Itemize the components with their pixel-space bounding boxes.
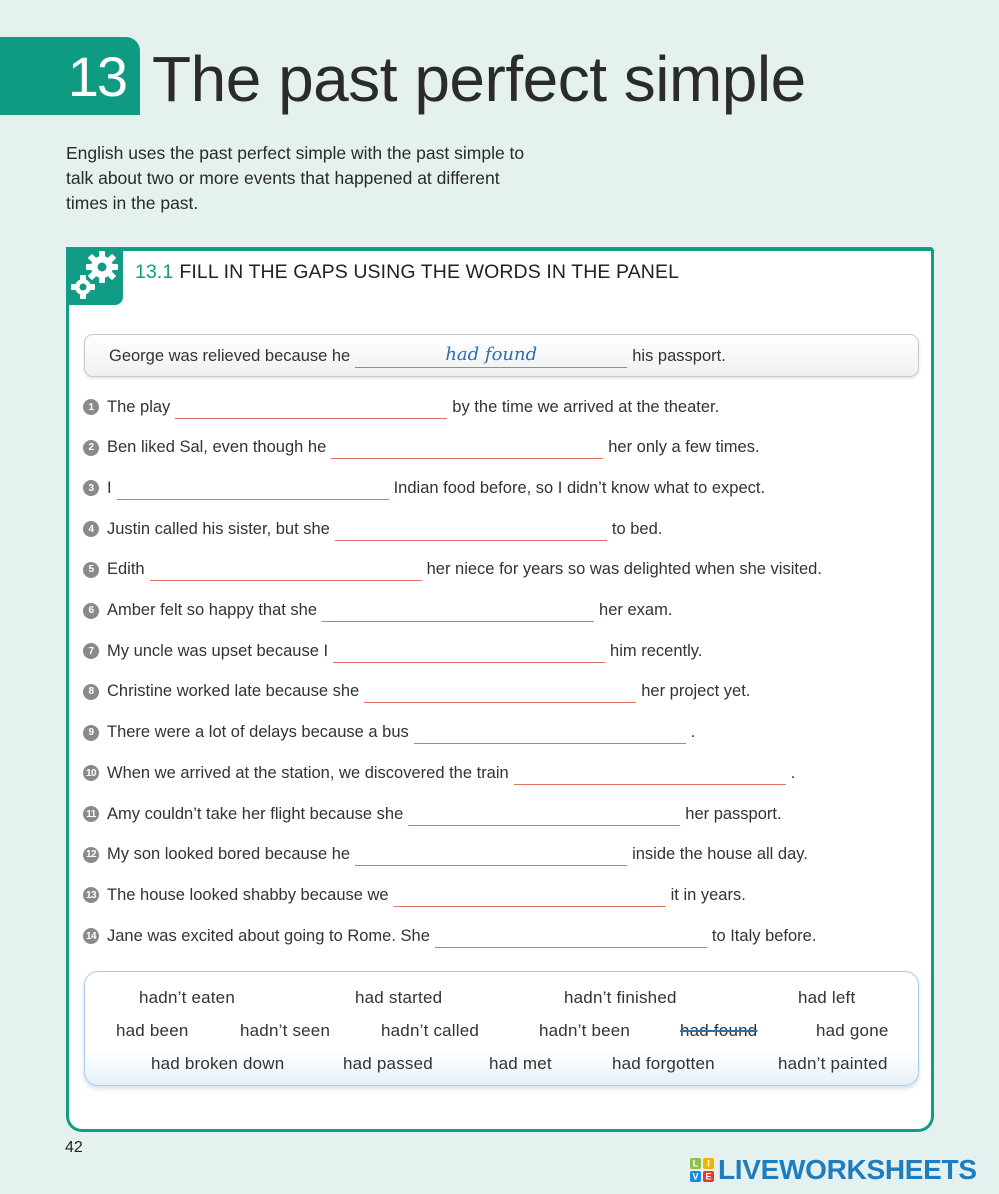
question-text-before: When we arrived at the station, we discovered the train bbox=[107, 763, 509, 782]
question-text-after: Indian food before, so I didn’t know what to expect. bbox=[393, 478, 766, 497]
question-text-after: her only a few times. bbox=[608, 438, 760, 457]
question-text-after: by the time we arrived at the theater. bbox=[452, 397, 720, 416]
word-option: had forgotten bbox=[612, 1054, 715, 1073]
question-row bbox=[83, 556, 822, 584]
gears-icon bbox=[66, 247, 123, 305]
word-option: had gone bbox=[816, 1021, 889, 1040]
question-text-after: him recently. bbox=[610, 641, 703, 660]
question-row bbox=[83, 678, 750, 706]
question-text-after: her niece for years so was delighted when she visited. bbox=[426, 560, 822, 579]
word-option: hadn’t called bbox=[381, 1021, 480, 1040]
example-sentence bbox=[84, 334, 919, 377]
question-text-before: Ben liked Sal, even though he bbox=[107, 438, 327, 457]
exercise-instructions: FILL IN THE GAPS USING THE WORDS IN THE PANEL bbox=[179, 261, 680, 283]
question-number-badge: 9 bbox=[83, 725, 99, 741]
brand-name: LIVEWORKSHEETS bbox=[718, 1154, 977, 1185]
question-text-after: . bbox=[790, 763, 796, 782]
word-option: had started bbox=[355, 988, 443, 1007]
question-number-badge: 11 bbox=[83, 806, 99, 822]
answer-gap[interactable] bbox=[408, 803, 680, 826]
answer-gap[interactable] bbox=[514, 762, 786, 785]
word-option: had left bbox=[798, 988, 856, 1007]
page-number: 42 bbox=[65, 1139, 83, 1156]
example-before: George was relieved because he bbox=[109, 346, 351, 365]
question-row bbox=[83, 881, 746, 909]
word-option: hadn’t eaten bbox=[139, 988, 235, 1007]
question-row bbox=[83, 800, 782, 828]
question-row bbox=[83, 393, 719, 421]
exercise-number: 13.1 bbox=[135, 261, 174, 283]
question-row bbox=[83, 841, 808, 869]
example-answer: had found bbox=[355, 345, 627, 368]
word-option: hadn’t seen bbox=[240, 1021, 331, 1040]
question-text-before: Jane was excited about going to Rome. She bbox=[107, 926, 430, 945]
question-number-badge: 4 bbox=[83, 521, 99, 537]
question-row bbox=[83, 719, 695, 747]
answer-gap[interactable] bbox=[175, 396, 447, 419]
intro-text: English uses the past perfect simple with the past simple to talk about two or more events that happened at different times in the past. bbox=[66, 143, 525, 213]
question-number-badge: 10 bbox=[83, 765, 99, 781]
question-text-after: inside the house all day. bbox=[632, 845, 808, 864]
question-number-badge: 2 bbox=[83, 440, 99, 456]
answer-gap[interactable] bbox=[355, 843, 627, 866]
question-row bbox=[83, 434, 760, 462]
word-option: hadn’t painted bbox=[778, 1054, 888, 1073]
question-text-before: My son looked bored because he bbox=[107, 845, 351, 864]
question-text-after: her passport. bbox=[685, 804, 782, 823]
answer-gap[interactable] bbox=[394, 884, 666, 907]
word-option-used: had found bbox=[680, 1021, 758, 1040]
question-number-badge: 7 bbox=[83, 643, 99, 659]
answer-gap[interactable] bbox=[117, 477, 389, 500]
word-option: had passed bbox=[343, 1054, 433, 1073]
chapter-number-badge bbox=[0, 37, 140, 115]
example-row bbox=[109, 342, 726, 370]
answer-gap[interactable] bbox=[322, 599, 594, 622]
question-row bbox=[83, 759, 795, 787]
chapter-number: 13 bbox=[67, 44, 126, 108]
liveworksheets-logo-icon bbox=[690, 1158, 714, 1182]
question-row bbox=[83, 474, 765, 502]
question-number-badge: 6 bbox=[83, 603, 99, 619]
question-text-after: . bbox=[690, 723, 696, 742]
question-number-badge: 14 bbox=[83, 928, 99, 944]
question-row bbox=[83, 922, 816, 950]
answer-gap[interactable] bbox=[150, 558, 422, 581]
question-text-before: Amber felt so happy that she bbox=[107, 601, 318, 619]
question-number-badge: 13 bbox=[83, 887, 99, 903]
word-option: had broken down bbox=[151, 1054, 285, 1073]
logo-letter: E bbox=[705, 1171, 712, 1182]
answer-gap[interactable] bbox=[364, 680, 636, 703]
answer-gap[interactable] bbox=[414, 721, 686, 744]
word-option: hadn’t finished bbox=[564, 988, 677, 1007]
question-text-after: it in years. bbox=[670, 885, 746, 904]
answer-gap[interactable] bbox=[335, 518, 607, 541]
exercise-panel bbox=[66, 247, 934, 1132]
logo-letter: L bbox=[692, 1158, 699, 1169]
word-option: hadn’t been bbox=[539, 1021, 631, 1040]
question-text-before: Justin called his sister, but she bbox=[107, 519, 330, 538]
logo-letter: I bbox=[707, 1158, 710, 1169]
logo-letter: V bbox=[692, 1171, 699, 1182]
question-row bbox=[83, 515, 662, 543]
answer-gap[interactable] bbox=[333, 640, 605, 663]
question-number-badge: 8 bbox=[83, 684, 99, 700]
question-text-before: Christine worked late because she bbox=[107, 682, 360, 701]
answer-gap[interactable] bbox=[435, 925, 707, 948]
word-option: had met bbox=[489, 1054, 552, 1073]
question-text-after: to Italy before. bbox=[711, 926, 817, 945]
brand-logo bbox=[690, 1153, 977, 1187]
example-after: his passport. bbox=[632, 346, 726, 365]
question-text-after: to bed. bbox=[611, 519, 663, 538]
question-text-before: My uncle was upset because I bbox=[107, 641, 329, 660]
answer-gap[interactable] bbox=[331, 436, 603, 459]
question-text-before: The house looked shabby because we bbox=[107, 885, 389, 904]
question-row bbox=[83, 637, 702, 665]
question-number-badge: 1 bbox=[83, 399, 99, 415]
question-number-badge: 12 bbox=[83, 847, 99, 863]
question-text-after: her project yet. bbox=[641, 682, 751, 701]
page-title: The past perfect simple bbox=[152, 43, 806, 115]
question-number-badge: 3 bbox=[83, 480, 99, 496]
question-number-badge: 5 bbox=[83, 562, 99, 578]
question-text-before: Amy couldn’t take her flight because she bbox=[107, 804, 404, 823]
word-option: had been bbox=[116, 1021, 189, 1040]
exercise-heading bbox=[135, 261, 679, 284]
word-panel bbox=[84, 971, 919, 1086]
question-row bbox=[83, 597, 672, 625]
question-text-before: Edith bbox=[107, 560, 145, 579]
question-text-before: I bbox=[107, 478, 112, 497]
question-text-before: There were a lot of delays because a bus bbox=[107, 723, 409, 742]
question-text-after: her exam. bbox=[599, 601, 673, 619]
question-text-before: The play bbox=[107, 397, 171, 416]
